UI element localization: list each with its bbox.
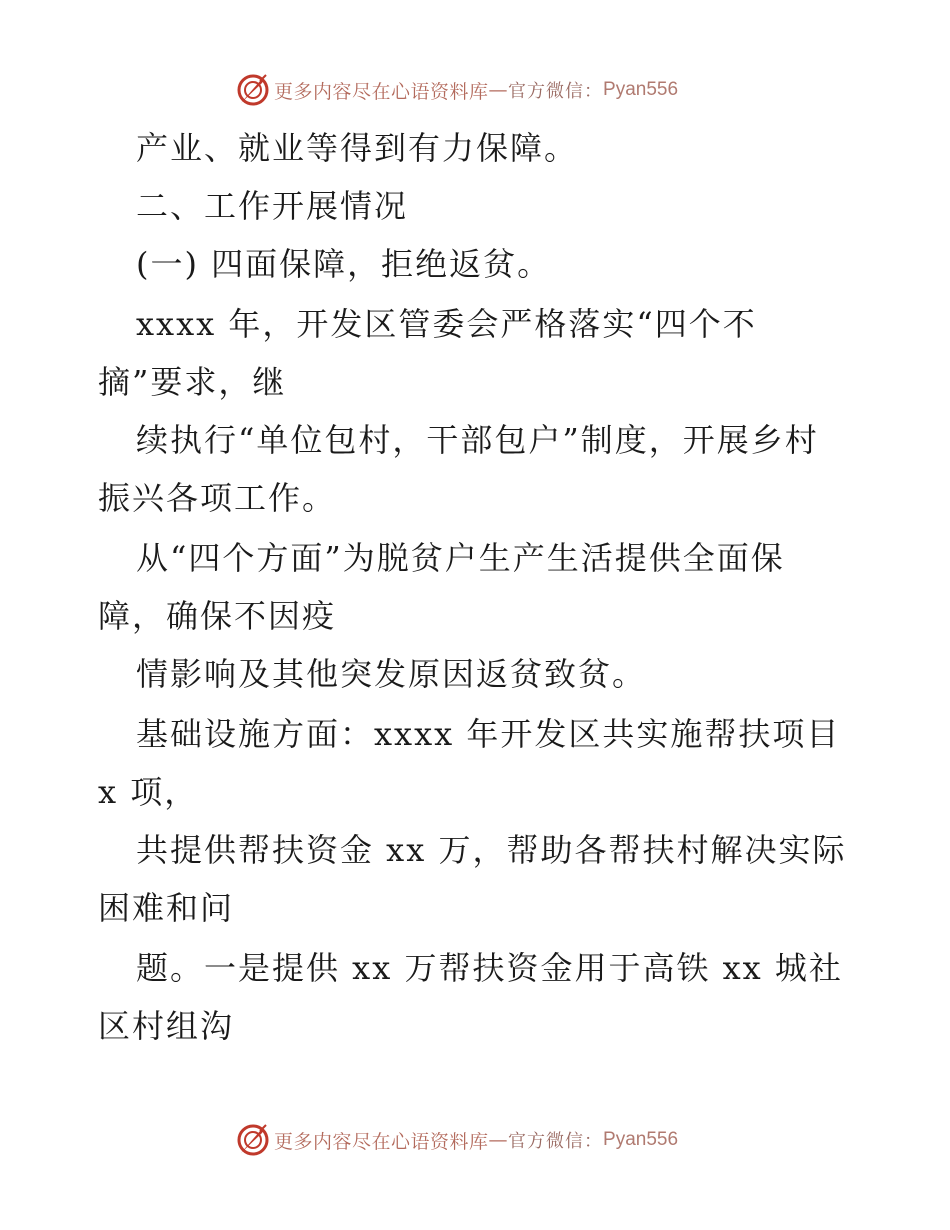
header-brand: 更多内容尽在心语资料库 [274,80,489,103]
quill-logo-icon [236,73,270,107]
body-line: 基础设施方面：xxxx 年开发区共实施帮扶项目 [136,715,841,753]
body-line: 题。一是提供 xx 万帮扶资金用于高铁 xx 城社 [136,949,843,987]
body-line: 产业、就业等得到有力保障。 [136,129,579,167]
header-official-label: 官方微信： [508,81,604,102]
footer-wechat-id: Pyan556 [603,1129,679,1150]
body-line: x 项， [98,773,199,811]
footer-banner [236,1122,678,1158]
body-line: xxxx 年，开发区管委会严格落实“四个不 [136,305,757,343]
header-banner [236,72,678,108]
footer-brand: 更多内容尽在心语资料库 [274,1130,489,1153]
body-line: 困难和问 [98,889,235,927]
body-line: 情影响及其他突发原因返贫致贫。 [136,655,647,693]
section-heading: 二、工作开展情况 [136,187,409,225]
body-line: 从“四个方面”为脱贫户生产生活提供全面保 [136,539,785,577]
body-line: 共提供帮扶资金 xx 万，帮助各帮扶村解决实际 [136,831,847,869]
body-line: 区村组沟 [98,1007,235,1045]
header-separator: — [488,79,509,101]
body-line: 振兴各项工作。 [98,479,337,517]
footer-separator: — [488,1129,509,1151]
footer-official-label: 官方微信： [508,1131,604,1152]
body-line: 续执行“单位包村，干部包户”制度，开展乡村 [136,421,819,459]
body-line: 障，确保不因疫 [98,597,337,635]
quill-logo-icon [236,1123,270,1157]
subsection-heading: (一) 四面保障，拒绝返贫。 [136,245,552,283]
body-line: 摘”要求，继 [98,363,287,401]
header-wechat-id: Pyan556 [603,79,679,100]
